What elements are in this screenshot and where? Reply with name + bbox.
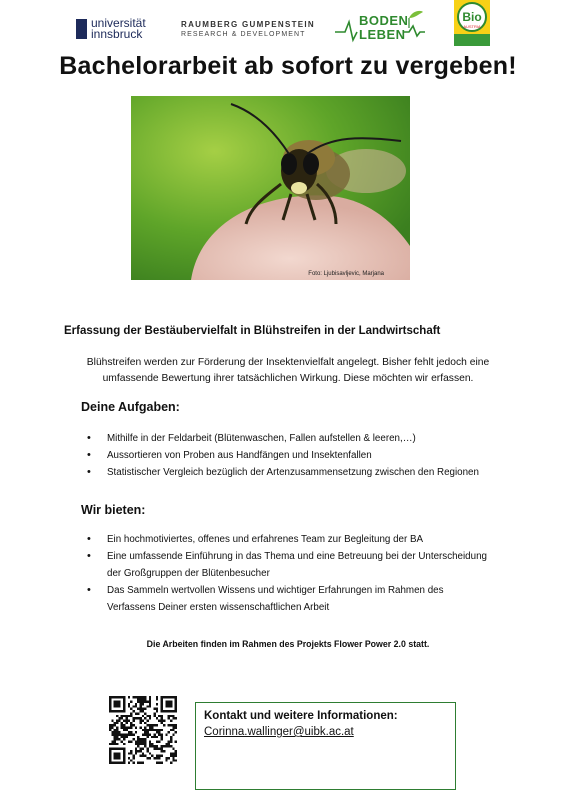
qr-code[interactable] — [109, 696, 177, 764]
uibk-logo-line1: universität — [91, 16, 146, 30]
photo-credit: Foto: Ljubisavljevic, Marjana — [308, 271, 384, 277]
boden-leben-line2: LEBEN — [359, 27, 406, 42]
intro-line-1: Blühstreifen werden zur Förderung der Insektenvielfalt angelegt. Bisher fehlt jedoch eine — [86, 357, 490, 368]
uibk-logo — [76, 18, 146, 40]
list-item: • Statistischer Vergleich bezüglich der Artenzusammensetzung zwischen den Regionen — [87, 464, 527, 481]
project-note: Die Arbeiten finden im Rahmen des Projekts Flower Power 2.0 statt. — [146, 639, 430, 649]
contact-email-link[interactable]: Corinna.wallinger@uibk.ac.at — [204, 726, 354, 738]
bio-austria-logo — [454, 0, 490, 46]
intro-paragraph — [60, 355, 516, 387]
bio-logo-text: Bio — [462, 10, 482, 24]
tasks-list — [87, 430, 527, 481]
bio-logo-sub: AUSTRIA — [463, 24, 481, 29]
intro-line-2: umfassende Bewertung ihrer tatsächlichen Wirkung. Diese möchten wir erfassen. — [102, 373, 474, 384]
page-title: Bachelorarbeit ab sofort zu vergeben! — [59, 52, 517, 80]
contact-heading: Kontakt und weitere Informationen: — [204, 710, 398, 722]
rg-logo-bottom: RESEARCH & DEVELOPMENT — [181, 31, 306, 38]
offers-list — [87, 531, 487, 616]
raumberg-gumpenstein-logo — [181, 20, 315, 38]
thesis-subtitle: Erfassung der Bestäubervielfalt in Blühstreifen in der Landwirtschaft — [64, 325, 441, 337]
uibk-logo-line2: innsbruck — [91, 27, 143, 41]
list-item: • Das Sammeln wertvollen Wissens und wichtiger Erfahrungen im Rahmen des Verfassens Deiner ersten wissenschaftlichen Arbeit — [87, 582, 487, 616]
list-item: • Aussortieren von Proben aus Handfängen und Insektenfallen — [87, 447, 527, 464]
tasks-heading: Deine Aufgaben: — [81, 400, 180, 414]
list-item: • Eine umfassende Einführung in das Thema und eine Betreuung bei der Unterscheidung der Großgruppen der Blütenbesucher — [87, 548, 487, 582]
rg-logo-top: RAUMBERG GUMPENSTEIN — [181, 20, 316, 29]
boden-leben-logo — [335, 8, 425, 48]
list-item: • Mithilfe in der Feldarbeit (Blütenwaschen, Fallen aufstellen & leeren,…) — [87, 430, 527, 447]
uibk-mark-icon — [76, 19, 87, 39]
list-item: • Ein hochmotiviertes, offenes und erfahrenes Team zur Begleitung der BA — [87, 531, 487, 548]
contact-box — [195, 702, 456, 790]
boden-leben-line1: BODEN — [359, 13, 409, 28]
bee-photo — [131, 96, 410, 280]
offers-heading: Wir bieten: — [81, 503, 146, 517]
